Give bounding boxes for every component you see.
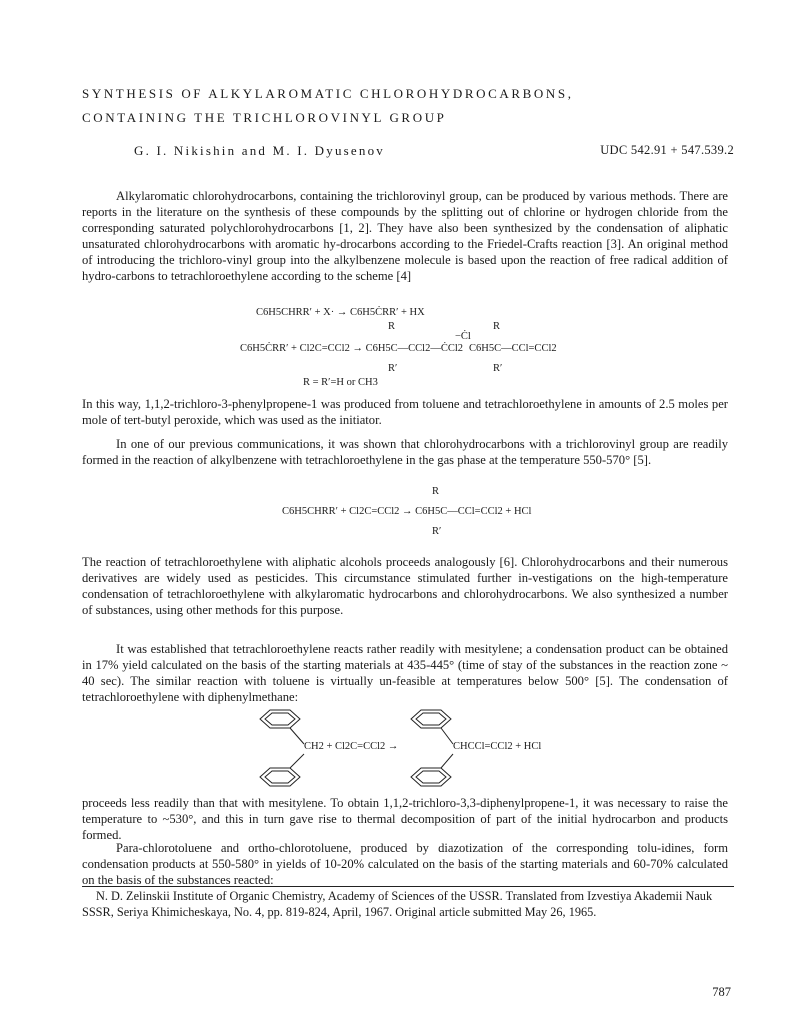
paragraph-intro-text: Alkylaromatic chlorohydrocarbons, containing the trichlorovinyl group, can be produced by various methods. There are reports in the literature on the synthesis of these compounds by the splitting out of chlorine or hydrogen chloride from the corresponding saturated polychlorohydrocarbons [1, 2]. They have also been synthesized by the condensation of aliphatic unsaturated chlorohydrocarbons with aromatic hy-drocarbons according to the Friedel-Crafts reaction [3]. An original method of introducing the trichloro-vinyl group into the alkylbenzene molecule is based upon the reaction of free radical addition of hydro-carbons to tetrachloroethylene according to the scheme [4] bbox=[82, 189, 728, 283]
paragraph-mesitylene-text: It was established that tetrachloroethylene reacts rather readily with mesitylene; a condensation product can be obtained in 17% yield calculated on the basis of the starting materials at 435-445° (time of stay of the substances in the reaction zone ~ 40 sec). The similar reaction with toluene is virtually un-feasible at temperatures below 500° [5]. The condensation of tetrachloroethylene with diphenylmethane: bbox=[82, 642, 728, 704]
scheme-2-r-top: R bbox=[432, 486, 440, 497]
reaction-scheme-3 bbox=[258, 708, 548, 790]
paragraph-diphenylmethane bbox=[82, 795, 728, 843]
paragraph-intro bbox=[82, 188, 728, 284]
scheme-1-line-2-left: C6H5ĊRR′ + Cl2C=CCl2 → C6H5C—CCl2—ĊCl2 bbox=[240, 343, 464, 354]
paper-title-line-2: CONTAINING THE TRICHLOROVINYL GROUP bbox=[82, 110, 447, 125]
paragraph-mesitylene bbox=[82, 641, 728, 705]
page-number: 787 bbox=[712, 985, 731, 999]
paragraph-previous-communication bbox=[82, 436, 728, 468]
scheme-3-right-group: CHCCl=CCl2 + HCl bbox=[453, 741, 542, 752]
reaction-scheme-2 bbox=[282, 486, 542, 538]
footnote-text: N. D. Zelinskii Institute of Organic Chemistry, Academy of Sciences of the USSR. Translated from Izvestiya Akademii Nauk SSSR, Seriya Khimicheskaya, No. 4, pp. 819-824, April, 1967. Original article submitted May 26, 1965. bbox=[82, 889, 713, 919]
scheme-1-line-2-right: C6H5C—CCl=CCl2 bbox=[469, 343, 557, 354]
scheme-1-r-bottom-left: R′ bbox=[388, 363, 398, 374]
scheme-1-line-1: C6H5CHRR′ + X· → C6H5ĊRR′ + HX bbox=[256, 307, 425, 318]
footnote bbox=[82, 889, 730, 920]
footnote-divider bbox=[82, 886, 734, 887]
paragraph-previous-communication-text: In one of our previous communications, it was shown that chlorohydrocarbons with a trichlorovinyl group are readily formed in the reaction of alkylbenzene with tetrachloroethylene in the gas phase at the temperature 550-570° [5]. bbox=[82, 437, 728, 467]
scheme-2-equation: C6H5CHRR′ + Cl2C=CCl2 → C6H5C—CCl=CCl2 + HCl bbox=[282, 506, 532, 517]
paragraph-diphenylmethane-text: proceeds less readily than that with mesitylene. To obtain 1,1,2-trichloro-3,3-diphenylpropene-1, it was necessary to raise the temperature to ~530°, and this in turn gave rise to thermal decomposition of part of the initial hydrocarbon and products formed. bbox=[82, 796, 728, 842]
paragraph-chlorotoluene bbox=[82, 840, 728, 888]
paragraph-toluene-text: In this way, 1,1,2-trichloro-3-phenylpropene-1 was produced from toluene and tetrachloroethylene in amounts of 2.5 moles per mole of tert-butyl peroxide, which was used as the initiator. bbox=[82, 397, 728, 427]
udc-code: UDC 542.91 + 547.539.2 bbox=[600, 143, 734, 157]
scheme-3-left-group: CH2 + Cl2C=CCl2 → bbox=[304, 741, 399, 752]
paragraph-aliphatic-alcohols-text: The reaction of tetrachloroethylene with aliphatic alcohols proceeds analogously [6]. Chlorohydrocarbons and their numerous derivatives are widely used as pesticides. This circumstance stimulated further in-vestigations on the high-temperature condensation of tetrachloroethylene with alkylaromatic hydrocarbons and chlorohydrocarbons. We also synthesized a number of substances, using other methods for this purpose. bbox=[82, 555, 728, 617]
scheme-1-r-top-right: R bbox=[493, 321, 501, 332]
paragraph-aliphatic-alcohols bbox=[82, 554, 728, 618]
paragraph-chlorotoluene-text: Para-chlorotoluene and ortho-chlorotoluene, produced by diazotization of the corresponding tolu-idines, form condensation products at 550-580° in yields of 10-20% calculated on the basis of the starting materials and 60-70% calculated on the basis of the substances reacted: bbox=[82, 841, 728, 887]
scheme-1-r-bottom-right: R′ bbox=[493, 363, 503, 374]
scheme-1-condition: R = R′=H or CH3 bbox=[303, 377, 378, 388]
scheme-1-minus-cl: −Ċl bbox=[455, 331, 471, 342]
paragraph-toluene bbox=[82, 396, 728, 428]
reaction-scheme-1 bbox=[240, 305, 580, 388]
authors: G. I. Nikishin and M. I. Dyusenov bbox=[134, 143, 385, 158]
scheme-1-r-top-left: R bbox=[388, 321, 396, 332]
paper-title-line-1: SYNTHESIS OF ALKYLAROMATIC CHLOROHYDROCARBONS, bbox=[82, 86, 574, 101]
scheme-2-r-bottom: R′ bbox=[432, 526, 442, 537]
